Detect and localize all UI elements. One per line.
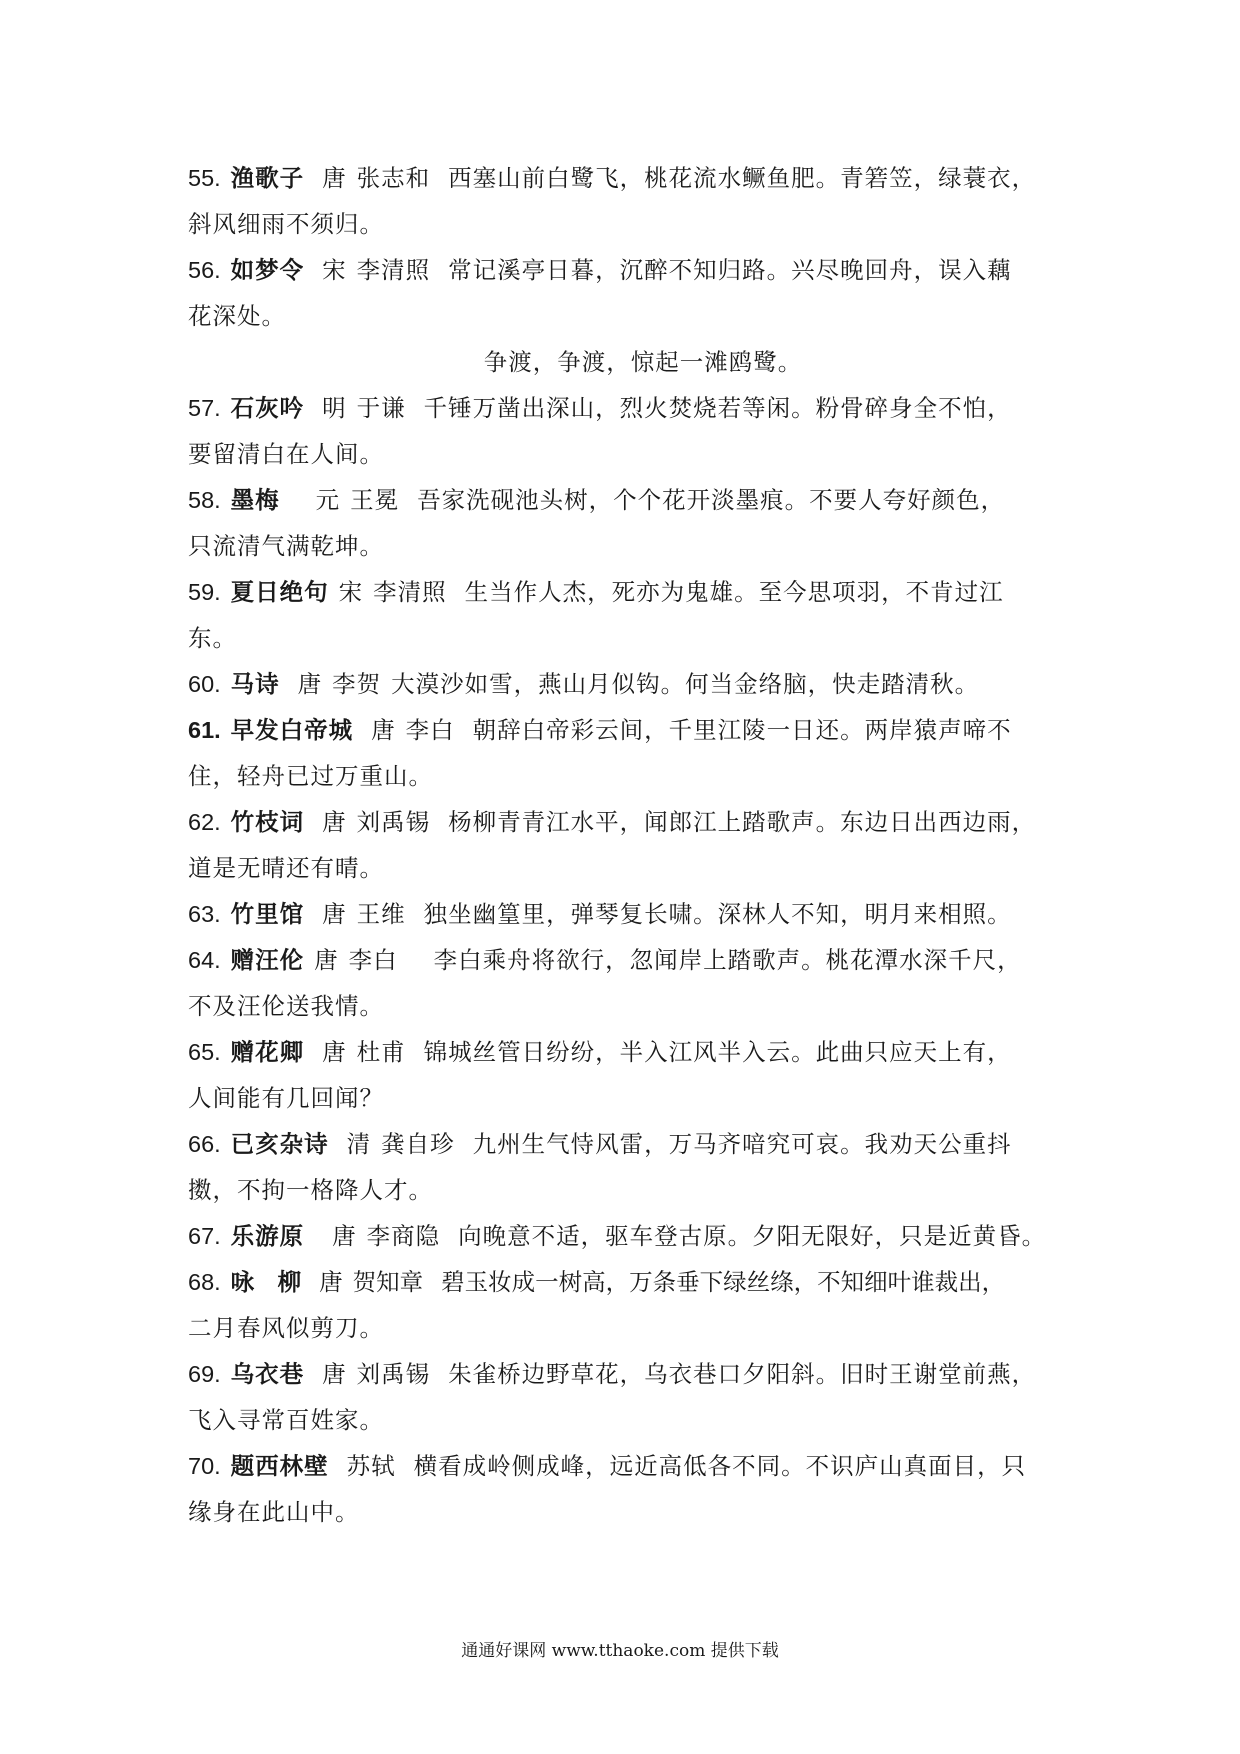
poem-title: 竹枝词 xyxy=(230,808,305,836)
poem-text: 李白乘舟将欲行，忽闻岸上踏歌声。桃花潭水深千尺， xyxy=(433,946,1022,974)
poem-56-line-1 xyxy=(188,247,1058,293)
poem-text: 朝辞白帝彩云间，千里江陵一日还。两岸猿声啼不 xyxy=(472,716,1012,744)
poem-author: 张志和 xyxy=(356,164,431,192)
poem-58-line-2: 只流清气满乾坤。 xyxy=(188,532,384,560)
poem-number: 61. xyxy=(188,717,221,743)
poem-70-line-1 xyxy=(188,1443,1058,1489)
poem-59-line-1 xyxy=(188,569,1058,615)
poem-text: 向晚意不适，驱车登古原。夕阳无限好，只是近黄昏。 xyxy=(458,1222,1047,1250)
poem-author: 王维 xyxy=(356,900,406,928)
poem-dynasty: 唐 xyxy=(322,1038,347,1066)
poem-author: 贺知章 xyxy=(352,1268,424,1296)
footer-download-note: 通通好课网 www.tthaoke.com 提供下载 xyxy=(461,1641,779,1661)
poem-61-line-2: 住，轻舟已过万重山。 xyxy=(188,762,433,790)
poem-number: 57. xyxy=(188,395,221,421)
poem-text: 常记溪亭日暮，沉醉不知归路。兴尽晚回舟，误入藕 xyxy=(448,256,1012,284)
poem-title: 早发白帝城 xyxy=(230,716,354,744)
poem-text: 杨柳青青江水平，闻郎江上踏歌声。东边日出西边雨， xyxy=(448,808,1037,836)
poem-title: 墨梅 xyxy=(230,486,280,514)
poem-65-line-2: 人间能有几回闻？ xyxy=(188,1084,384,1112)
poem-number: 67. xyxy=(188,1223,221,1249)
poem-author: 于谦 xyxy=(356,394,406,422)
poem-number: 55. xyxy=(188,165,221,191)
poem-title: 已亥杂诗 xyxy=(230,1130,329,1158)
poem-title: 石灰吟 xyxy=(230,394,305,422)
poem-number: 68. xyxy=(188,1269,221,1295)
poem-70-line-2: 缘身在此山中。 xyxy=(188,1498,360,1526)
poem-68-line-1 xyxy=(188,1259,1058,1305)
poem-dynasty: 元 xyxy=(315,486,341,514)
poem-text: 吾家洗砚池头树，个个花开淡墨痕。不要人夸好颜色， xyxy=(417,486,1006,514)
poem-69-line-2: 飞入寻常百姓家。 xyxy=(188,1406,384,1434)
poem-56-line-2: 花深处。 xyxy=(188,302,286,330)
poem-67-line-1 xyxy=(188,1213,1058,1259)
poem-number: 60. xyxy=(188,671,221,697)
poem-text: 大漠沙如雪，燕山月似钩。何当金络脑，快走踏清秋。 xyxy=(391,670,980,698)
poem-66-line-2: 擞，不拘一格降人才。 xyxy=(188,1176,433,1204)
poem-author: 李白 xyxy=(405,716,455,744)
poem-number: 65. xyxy=(188,1039,221,1065)
poem-title: 渔歌子 xyxy=(230,164,305,192)
poem-56-line-3: 争渡，争渡，惊起一滩鸥鹭。 xyxy=(483,348,803,376)
poem-text: 西塞山前白鹭飞，桃花流水鳜鱼肥。青箬笠，绿蓑衣， xyxy=(448,164,1037,192)
poem-author: 杜甫 xyxy=(356,1038,406,1066)
poem-text: 横看成岭侧成峰，远近高低各不同。不识庐山真面目，只 xyxy=(413,1452,1027,1480)
poem-dynasty: 唐 xyxy=(322,164,347,192)
poem-text: 锦城丝管日纷纷，半入江风半入云。此曲只应天上有， xyxy=(423,1038,1012,1066)
poem-60-line-1 xyxy=(188,661,1058,707)
poem-author: 李商隐 xyxy=(366,1222,441,1250)
poem-text: 九州生气恃风雷，万马齐喑究可哀。我劝天公重抖 xyxy=(472,1130,1012,1158)
poem-dynasty: 唐 xyxy=(319,1268,343,1296)
poem-59-line-2: 东。 xyxy=(188,624,237,652)
poem-57-line-2: 要留清白在人间。 xyxy=(188,440,384,468)
poem-title: 夏日绝句 xyxy=(230,578,329,606)
poem-text: 生当作人杰，死亦为鬼雄。至今思项羽，不肯过江 xyxy=(464,578,1004,606)
poem-author: 苏轼 xyxy=(346,1452,396,1480)
poem-68-line-2: 二月春风似剪刀。 xyxy=(188,1314,384,1342)
poem-61-line-1 xyxy=(188,707,1058,753)
poem-64-line-1 xyxy=(188,937,1058,983)
poem-author: 刘禹锡 xyxy=(356,808,431,836)
poem-author: 李清照 xyxy=(356,256,431,284)
poem-title: 题西林壁 xyxy=(230,1452,329,1480)
poem-62-line-2: 道是无晴还有晴。 xyxy=(188,854,384,882)
poem-number: 64. xyxy=(188,947,221,973)
poem-69-line-1 xyxy=(188,1351,1058,1397)
poem-dynasty: 唐 xyxy=(297,670,323,698)
poem-57-line-1 xyxy=(188,385,1058,431)
poem-text: 朱雀桥边野草花，乌衣巷口夕阳斜。旧时王谢堂前燕， xyxy=(448,1360,1037,1388)
poem-number: 58. xyxy=(188,487,221,513)
poem-number: 66. xyxy=(188,1131,221,1157)
poem-dynasty: 唐 xyxy=(332,1222,357,1250)
poem-author: 刘禹锡 xyxy=(356,1360,431,1388)
poem-title: 乌衣巷 xyxy=(230,1360,305,1388)
poem-author: 李白 xyxy=(348,946,398,974)
poem-55-line-2: 斜风细雨不须归。 xyxy=(188,210,384,238)
poem-author: 李清照 xyxy=(373,578,447,606)
poem-dynasty: 宋 xyxy=(338,578,364,606)
poem-number: 56. xyxy=(188,257,221,283)
poem-dynasty: 唐 xyxy=(322,900,347,928)
poem-title: 乐游原 xyxy=(230,1222,305,1250)
poem-dynasty: 唐 xyxy=(322,808,347,836)
poem-65-line-1 xyxy=(188,1029,1058,1075)
poem-title: 赠花卿 xyxy=(230,1038,305,1066)
poem-title: 咏 柳 xyxy=(230,1268,302,1296)
poem-63-line-1 xyxy=(188,891,1058,937)
poem-dynasty: 唐 xyxy=(371,716,396,744)
poem-dynasty: 清 xyxy=(346,1130,372,1158)
poem-number: 70. xyxy=(188,1453,221,1479)
poem-64-line-2: 不及汪伦送我情。 xyxy=(188,992,384,1020)
poem-dynasty: 宋 xyxy=(322,256,347,284)
poem-text: 千锤万凿出深山，烈火焚烧若等闲。粉骨碎身全不怕， xyxy=(423,394,1012,422)
poem-author: 李贺 xyxy=(332,670,382,698)
poem-dynasty: 唐 xyxy=(314,946,339,974)
poem-title: 竹里馆 xyxy=(230,900,305,928)
poem-number: 63. xyxy=(188,901,221,927)
poem-number: 62. xyxy=(188,809,221,835)
poem-text: 碧玉妆成一树高，万条垂下绿丝绦，不知细叶谁裁出， xyxy=(441,1268,1006,1296)
poem-dynasty: 明 xyxy=(322,394,347,422)
poem-author: 王冕 xyxy=(350,486,400,514)
poem-62-line-1 xyxy=(188,799,1058,845)
poem-author: 龚自珍 xyxy=(381,1130,455,1158)
poem-66-line-1 xyxy=(188,1121,1058,1167)
poem-list xyxy=(188,155,1058,1535)
poem-title: 马诗 xyxy=(230,670,280,698)
poem-title: 如梦令 xyxy=(230,256,305,284)
poem-dynasty: 唐 xyxy=(322,1360,347,1388)
poem-title: 赠汪伦 xyxy=(230,946,305,974)
poem-number: 69. xyxy=(188,1361,221,1387)
poem-58-line-1 xyxy=(188,477,1058,523)
poem-number: 59. xyxy=(188,579,221,605)
poem-text: 独坐幽篁里，弹琴复长啸。深林人不知，明月来相照。 xyxy=(423,900,1012,928)
poem-55-line-1 xyxy=(188,155,1058,201)
